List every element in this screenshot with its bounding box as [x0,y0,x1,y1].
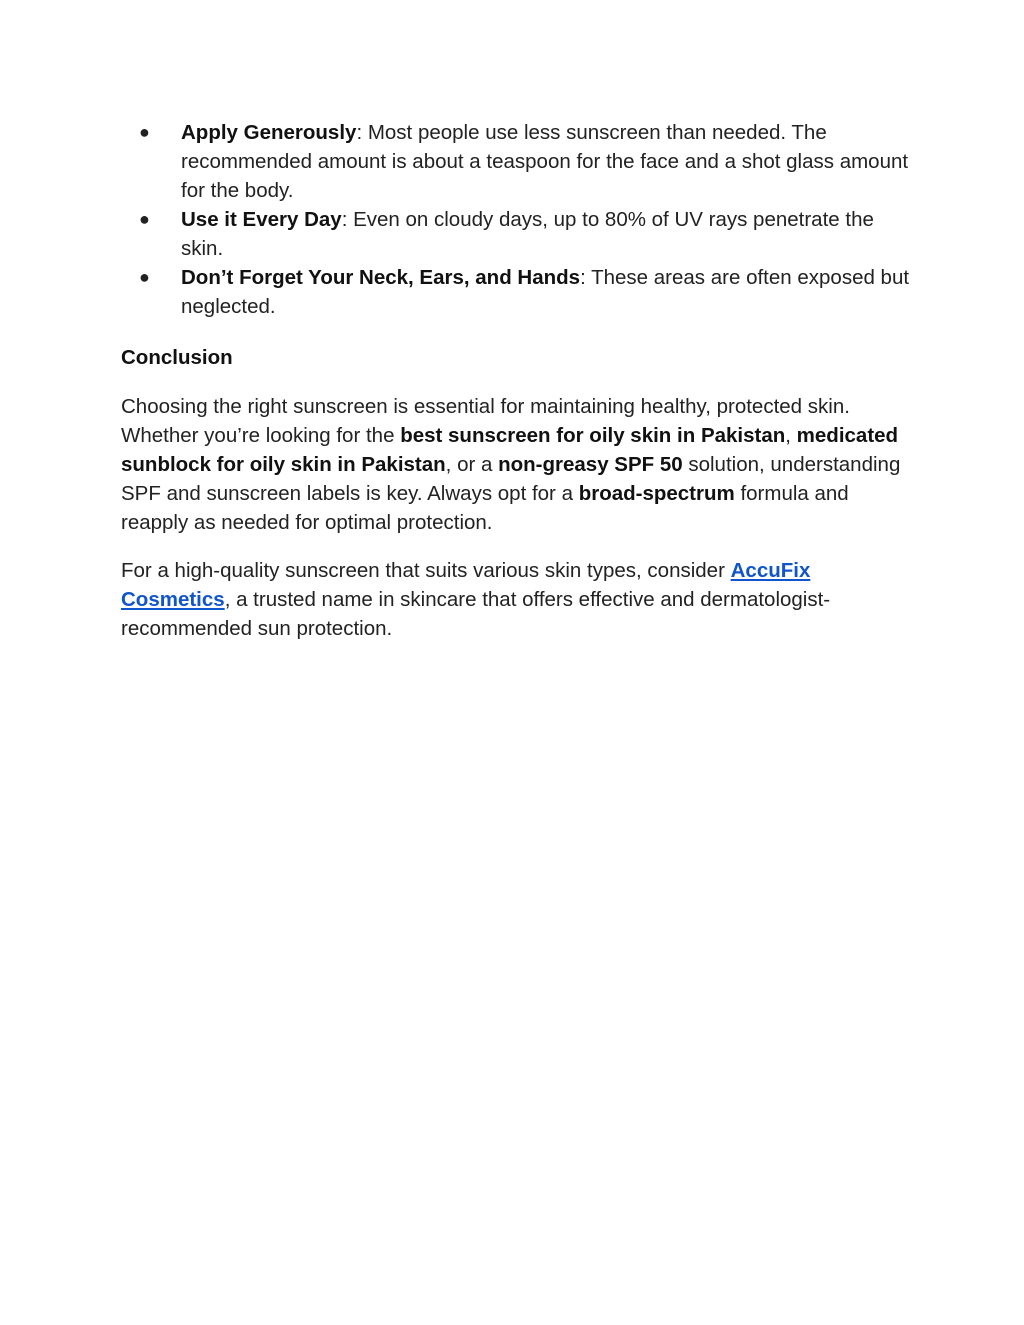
recommendation-paragraph [121,556,911,643]
conclusion-heading: Conclusion [121,346,233,369]
keyword-non-greasy-spf: non-greasy SPF 50 [498,453,683,476]
tip-text: : Even on cloudy days, up to 80% of UV rays penetrate the skin. [181,208,874,260]
paragraph-text: solution, understanding SPF and sunscreen labels is key. Always opt for a [121,453,901,505]
keyword-broad-spectrum: broad-spectrum [578,482,735,505]
paragraph-text: formula and reapply as needed for optimal protection. [121,482,849,534]
keyword-best-sunscreen: best sunscreen for oily skin in Pakistan [400,424,786,447]
paragraph-text: For a high-quality sunscreen that suits various skin types, consider [121,559,731,582]
bullet-icon: ● [139,122,150,142]
sunscreen-tips-list [121,118,911,321]
tip-title: Don’t Forget Your Neck, Ears, and Hands [181,266,581,289]
bullet-icon: ● [139,209,150,229]
bullet-icon: ● [139,267,150,287]
paragraph-text: , [785,424,797,447]
conclusion-paragraph [121,392,911,537]
paragraph-text: , or a [445,453,499,476]
paragraph-text: Choosing the right sunscreen is essential for maintaining healthy, protected skin. Whether you’re looking for the [121,395,850,447]
keyword-medicated-sunblock: medicated sunblock for oily skin in Pakistan [121,424,899,476]
list-item [121,118,911,205]
tip-title: Use it Every Day [181,208,342,231]
accufix-cosmetics-link[interactable]: AccuFix Cosmetics [121,559,811,611]
tip-title: Apply Generously [181,121,357,144]
list-item [121,263,911,321]
tip-text: : These areas are often exposed but neglected. [181,266,910,318]
list-item [121,205,911,263]
paragraph-text: , a trusted name in skincare that offers effective and dermatologist-recommended sun protection. [121,588,831,640]
tip-text: : Most people use less sunscreen than needed. The recommended amount is about a teaspoon for the face and a shot glass amount for the body. [181,121,909,202]
